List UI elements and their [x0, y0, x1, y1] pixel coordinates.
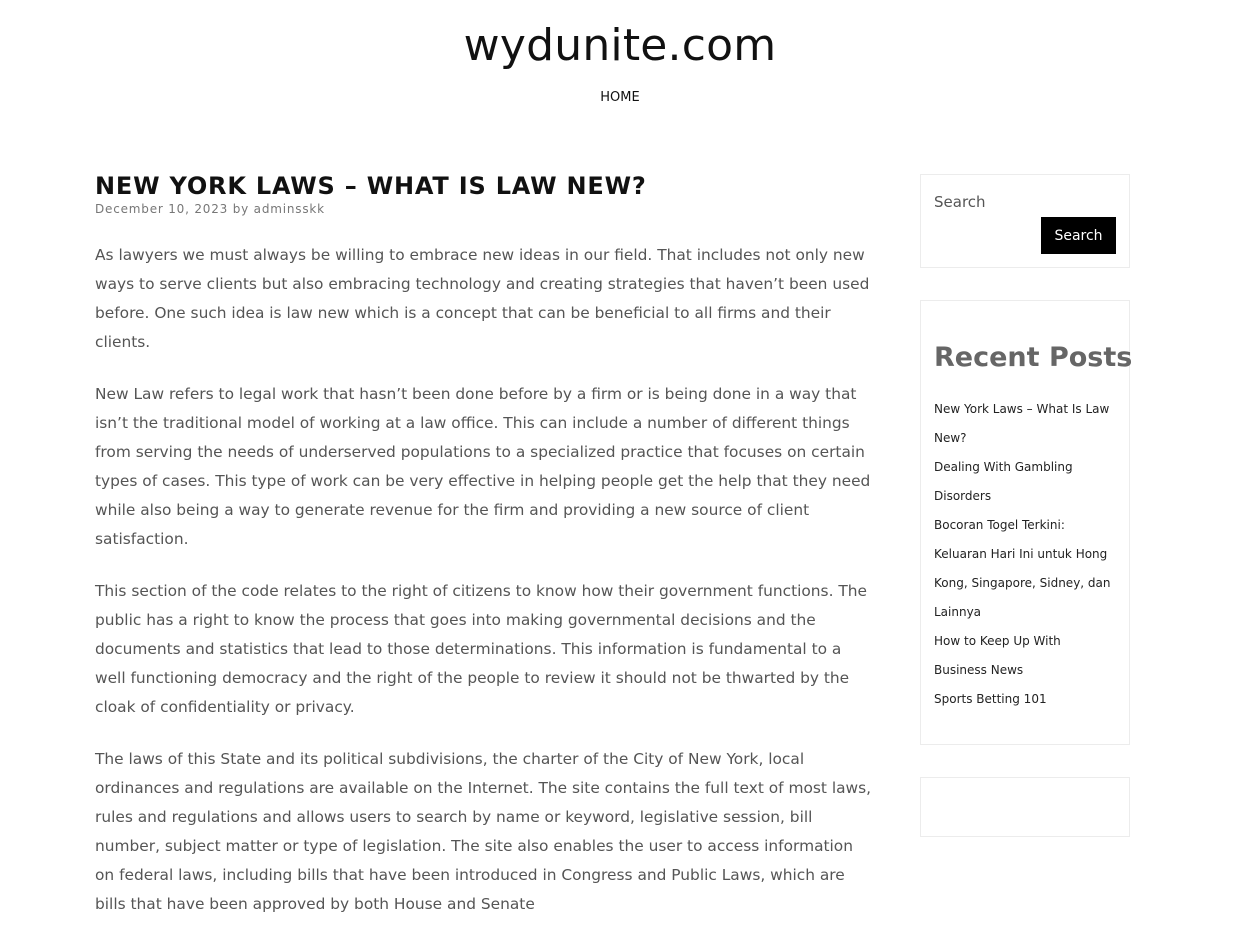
search-input[interactable]: [934, 189, 1114, 215]
list-item: [934, 627, 1116, 685]
post-author-link[interactable]: adminsskk: [253, 202, 325, 216]
sidebar-widget: [920, 777, 1130, 837]
list-item: [934, 395, 1116, 453]
recent-post-link[interactable]: Bocoran Togel Terkini: Keluaran Hari Ini untuk Hong Kong, Singapore, Sidney, dan Lainnya: [934, 518, 1111, 619]
recent-posts-widget: [920, 300, 1133, 745]
main-nav: [0, 89, 1240, 107]
post-paragraph: This section of the code relates to the right of citizens to know how their government functions. The public has a right to know the process that goes into making governmental decisions and the documents and statistics that lead to those determinations. This information is fundamental to a well functioning democracy and the right of the people to review it should not be thwarted by the cloak of confidentiality or privacy.: [95, 582, 867, 716]
recent-post-link[interactable]: New York Laws – What Is Law New?: [934, 402, 1110, 445]
search-widget: [920, 174, 1130, 268]
post-body: [95, 241, 875, 919]
recent-post-link[interactable]: Dealing With Gambling Disorders: [934, 460, 1073, 503]
list-item: [934, 453, 1116, 511]
post-date-link[interactable]: December 10, 2023: [95, 202, 229, 216]
nav-item-home[interactable]: HOME: [600, 90, 640, 105]
recent-posts-list: [934, 395, 1116, 714]
search-button[interactable]: Search: [1041, 217, 1116, 254]
post-paragraph: New Law refers to legal work that hasn’t been done before by a firm or is being done in a way that isn’t the traditional model of working at a law office. This can include a number of different things from serving the needs of underserved populations to a specialized practice that focuses on certain types of cases. This type of work can be very effective in helping people get the help that they need while also being a way to generate revenue for the firm and providing a new source of client satisfaction.: [95, 385, 871, 548]
recent-posts-title: Recent Posts: [934, 342, 1133, 373]
site-title-link[interactable]: wydunite.com: [463, 20, 777, 71]
post-paragraph: The laws of this State and its political subdivisions, the charter of the City of New York, local ordinances and regulations are available on the Internet. The site contains the full text of most laws, rules and regulations and allows users to search by name or keyword, legislative session, bill number, subject matter or type of legislation. The site also enables the user to access information on federal laws, including bills that have been introduced in Congress and Public Laws, which are bills that have been approved by both House and Senate: [95, 750, 872, 913]
list-item: [934, 511, 1116, 627]
post-by-label: by: [232, 202, 250, 216]
post-paragraph: As lawyers we must always be willing to embrace new ideas in our field. That includes not only new ways to serve clients but also embracing technology and creating strategies that haven’t been used before. One such idea is law new which is a concept that can be beneficial to all firms and their clients.: [95, 246, 870, 351]
sidebar: [920, 174, 1133, 869]
post-content: [95, 168, 875, 942]
recent-post-link[interactable]: Sports Betting 101: [934, 692, 1047, 706]
list-item: [934, 685, 1116, 714]
recent-post-link[interactable]: How to Keep Up With Business News: [934, 634, 1061, 677]
site-header: [0, 0, 1240, 130]
post-title: NEW YORK LAWS – WHAT IS LAW NEW?: [95, 172, 647, 200]
